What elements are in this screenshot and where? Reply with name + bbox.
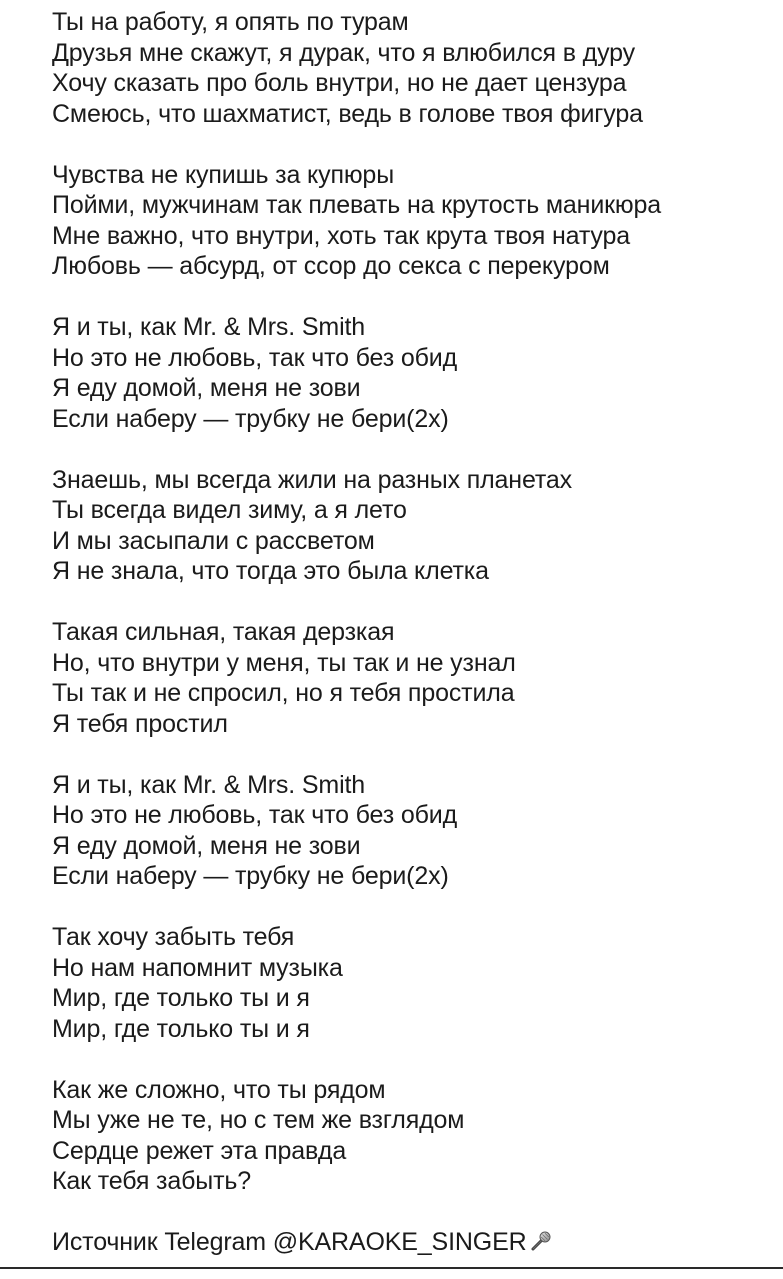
stanza-4	[52, 465, 772, 587]
lyric-line: Ты на работу, я опять по турам	[52, 8, 409, 36]
lyric-line: Как же сложно, что ты рядом	[52, 1075, 386, 1104]
lyric-line: Мне важно, что внутри, хоть так крута твоя натура	[52, 221, 630, 250]
source-text: Источник Telegram @KARAOKE_SINGER	[52, 1228, 527, 1256]
stanza-3-chorus	[52, 312, 772, 434]
lyric-line: Пойми, мужчинам так плевать на крутость маникюра	[52, 191, 662, 219]
lyric-line: Если наберу — трубку не бери(2x)	[52, 862, 449, 890]
lyric-line: Мы уже не те, но с тем же взглядом	[52, 1106, 465, 1134]
stanza-2	[52, 160, 772, 282]
microphone-icon	[529, 1229, 553, 1253]
lyric-line: Мир, где только ты и я	[52, 984, 310, 1012]
stanza-1	[52, 7, 772, 129]
lyric-line: Я не знала, что тогда это была клетка	[52, 557, 489, 585]
lyric-line: Но нам напомнит музыка	[52, 953, 343, 982]
lyric-line: Но, что внутри у меня, ты так и не узнал	[52, 648, 516, 677]
lyric-line: Но это не любовь, так что без обид	[52, 343, 458, 372]
lyric-line: Хочу сказать про боль внутри, но не дает цензура	[52, 69, 627, 97]
stanza-5	[52, 617, 772, 739]
lyric-line: Ты всегда видел зиму, а я лето	[52, 496, 407, 524]
lyric-line: Друзья мне скажут, я дурак, что я влюбился в дуру	[52, 38, 635, 67]
bottom-divider	[0, 1267, 783, 1269]
stanza-8	[52, 1075, 772, 1197]
lyric-line: Мир, где только ты и я	[52, 1014, 310, 1043]
lyric-line: Я еду домой, меня не зови	[52, 374, 361, 402]
lyric-line: Я и ты, как Mr. & Mrs. Smith	[52, 313, 366, 341]
lyric-line: Ты так и не спросил, но я тебя простила	[52, 679, 515, 707]
lyric-line: Так хочу забыть тебя	[52, 923, 295, 951]
source-credit	[52, 1227, 772, 1258]
stanza-6-chorus	[52, 770, 772, 892]
lyric-line: Как тебя забыть?	[52, 1167, 252, 1195]
lyric-line: Если наберу — трубку не бери(2x)	[52, 404, 449, 433]
lyric-line: Я еду домой, меня не зови	[52, 831, 361, 860]
lyric-line: Любовь — абсурд, от ссор до секса с перекуром	[52, 252, 610, 280]
lyric-line: Смеюсь, что шахматист, ведь в голове твоя фигура	[52, 99, 643, 128]
lyric-line: Но это не любовь, так что без обид	[52, 801, 458, 829]
lyric-line: Сердце режет эта правда	[52, 1136, 347, 1165]
lyric-line: И мы засыпали с рассветом	[52, 526, 375, 555]
lyric-line: Я и ты, как Mr. & Mrs. Smith	[52, 770, 366, 799]
lyrics-text	[52, 7, 772, 1258]
lyric-line: Знаешь, мы всегда жили на разных планетах	[52, 465, 573, 494]
stanza-7	[52, 922, 772, 1044]
lyric-line: Чувства не купишь за купюры	[52, 160, 395, 189]
lyric-line: Я тебя простил	[52, 709, 228, 738]
lyric-line: Такая сильная, такая дерзкая	[52, 618, 395, 646]
